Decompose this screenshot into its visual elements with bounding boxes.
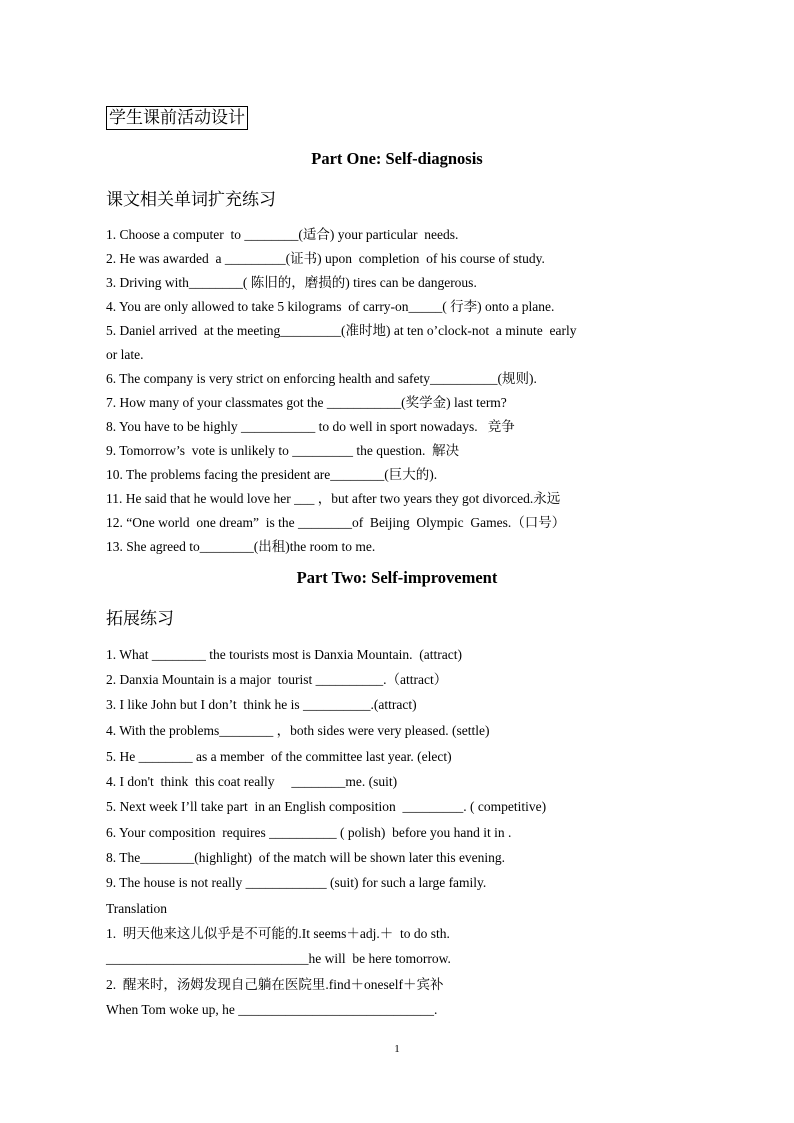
exercise-line: 4. You are only allowed to take 5 kilograms of carry-on_____( 行李) onto a plane.	[106, 299, 555, 314]
exercise-line: 7. How many of your classmates got the ___________(奖学金) last term?	[106, 395, 507, 410]
exercise-line: 3. Driving with________( 陈旧的，磨损的) tires can be dangerous.	[106, 275, 477, 290]
vocabulary-exercise-heading: 课文相关单词扩充练习	[106, 190, 276, 209]
exercise-line: 5. Next week I’ll take part in an English composition _________. ( competitive)	[106, 799, 547, 814]
exercise-line: 13. She agreed to________(出租)the room to me.	[106, 539, 376, 554]
exercise-line: 8. The________(highlight) of the match will be shown later this evening.	[106, 850, 506, 865]
exercise-line: 1. Choose a computer to ________(适合) your particular needs.	[106, 227, 459, 242]
translation-question-1: 1. 明天他来这儿似乎是不可能的.It seems＋adj.＋ to do sth.	[106, 926, 450, 941]
exercise-line: 5. He ________ as a member of the committee last year. (elect)	[106, 749, 452, 764]
exercise-line: 9. The house is not really ____________ (suit) for such a large family.	[106, 875, 487, 890]
exercise-line: 6. Your composition requires __________ ( polish) before you hand it in .	[106, 825, 512, 840]
page-number: 1	[394, 1043, 400, 1055]
exercise-line: 10. The problems facing the president are________(巨大的).	[106, 467, 438, 482]
translation-question-2: 2. 醒来时，汤姆发现自己躺在医院里.find＋oneself＋宾补	[106, 977, 444, 992]
translation-heading: Translation	[106, 901, 168, 916]
exercise-line: 3. I like John but I don’t think he is __________.(attract)	[106, 697, 417, 712]
exercise-line: 5. Daniel arrived at the meeting_________(准时地) at ten o’clock-not a minute early	[106, 323, 577, 338]
exercise-line: 4. With the problems________ ，both sides were very pleased. (settle)	[106, 723, 490, 738]
exercise-line: 11. He said that he would love her ___ ，but after two years they got divorced.永远	[106, 491, 561, 506]
extension-exercise-heading: 拓展练习	[106, 609, 174, 628]
exercise-line: 8. You have to be highly ___________ to do well in sport nowadays. 竞争	[106, 419, 515, 434]
exercise-line: 1. What ________ the tourists most is Danxia Mountain. (attract)	[106, 647, 462, 662]
translation-answer-line-2: When Tom woke up, he _____________________________.	[106, 1002, 438, 1017]
activity-design-title: 学生课前活动设计	[106, 106, 248, 130]
exercise-line: 4. I don't think this coat really ________me. (suit)	[106, 774, 398, 789]
exercise-line: 2. Danxia Mountain is a major tourist __________.（attract）	[106, 672, 448, 687]
exercise-line: 6. The company is very strict on enforcing health and safety__________(规则).	[106, 371, 537, 386]
exercise-line: 9. Tomorrow’s vote is unlikely to _________ the question. 解决	[106, 443, 460, 458]
exercise-line: 2. He was awarded a _________(证书) upon completion of his course of study.	[106, 251, 545, 266]
part-two-title: Part Two: Self-improvement	[296, 568, 498, 587]
exercise-line: 12. “One world one dream” is the ________of Beijing Olympic Games.（口号）	[106, 515, 566, 530]
exercise-line: or late.	[106, 347, 144, 362]
translation-answer-line-1: ______________________________he will be here tomorrow.	[106, 951, 451, 966]
part-one-title: Part One: Self-diagnosis	[311, 149, 483, 168]
